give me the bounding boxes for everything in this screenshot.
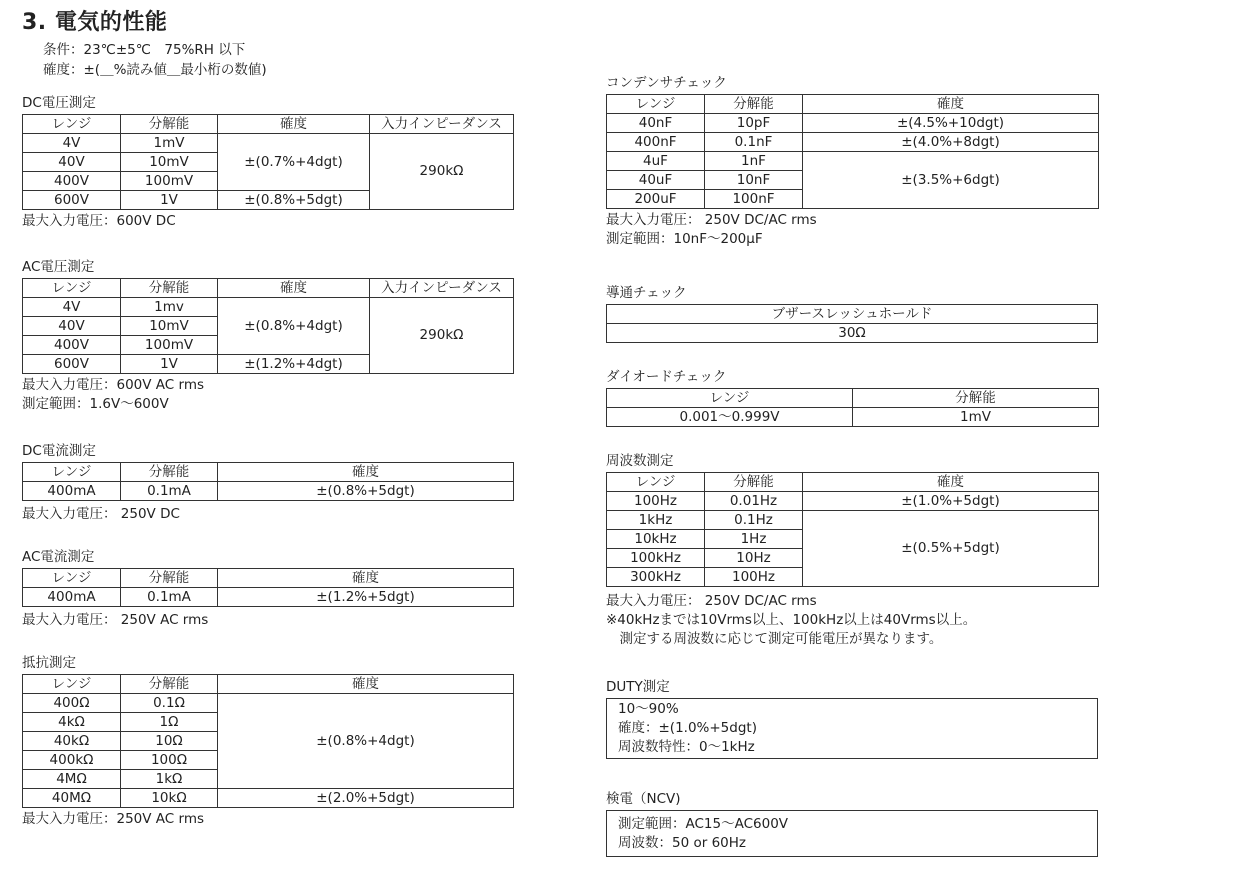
accuracy-cell: ±(0.8%+5dgt) xyxy=(218,191,370,210)
table-header-row xyxy=(23,569,514,588)
accuracy-cell: ±(1.2%+5dgt) xyxy=(218,588,514,607)
resolution-cell: 0.1mA xyxy=(121,588,218,607)
resolution-cell: 10Ω xyxy=(121,732,218,751)
frequency-footnote: ※40kHzまでは10Vrms以上、100kHz以上は40Vrms以上。 xyxy=(606,612,977,628)
resolution-cell: 0.01Hz xyxy=(705,492,803,511)
max-input-note: 最大入力電圧：600V AC rms xyxy=(22,377,205,393)
table-header-row xyxy=(23,463,514,482)
range-cell: 40MΩ xyxy=(23,789,121,808)
dc-voltage-section xyxy=(22,94,514,231)
measure-range-note: 測定範囲：10nF〜200μF xyxy=(606,231,763,247)
column-header: 分解能 xyxy=(121,569,218,588)
table-row xyxy=(23,298,514,317)
resolution-cell: 0.1nF xyxy=(705,133,803,152)
diode-section xyxy=(606,368,1099,427)
resolution-cell: 10mV xyxy=(121,317,218,336)
ac-voltage-section xyxy=(22,258,514,414)
range-cell: 100kHz xyxy=(607,549,705,568)
dc-current-section xyxy=(22,442,514,524)
section-title: ダイオードチェック xyxy=(606,369,727,385)
column-header: レンジ xyxy=(607,389,853,408)
accuracy-cell: ±(1.0%+5dgt) xyxy=(803,492,1099,511)
resolution-cell: 10Hz xyxy=(705,549,803,568)
range-cell: 400mA xyxy=(23,482,121,501)
section-title: AC電流測定 xyxy=(22,549,95,565)
column-header: 分解能 xyxy=(121,463,218,482)
table-header-row xyxy=(23,279,514,298)
column-header: レンジ xyxy=(607,95,705,114)
section-title: 導通チェック xyxy=(606,285,687,301)
table-header-row xyxy=(23,675,514,694)
column-header: レンジ xyxy=(23,675,121,694)
column-header: 確度 xyxy=(218,675,514,694)
range-cell: 1kHz xyxy=(607,511,705,530)
frequency-table xyxy=(606,472,1099,587)
resolution-cell: 0.1Hz xyxy=(705,511,803,530)
column-header: 分解能 xyxy=(705,473,803,492)
accuracy-definition-line: 確度：±(＿%読み値＿最小桁の数値) xyxy=(43,62,267,78)
resolution-cell: 10pF xyxy=(705,114,803,133)
section-title: 周波数測定 xyxy=(606,453,674,469)
ncv-section xyxy=(606,790,1098,857)
table-header-row xyxy=(607,473,1099,492)
resolution-cell: 10mV xyxy=(121,153,218,172)
resolution-cell: 1kΩ xyxy=(121,770,218,789)
accuracy-cell: ±(4.0%+8dgt) xyxy=(803,133,1099,152)
resolution-cell: 1V xyxy=(121,355,218,374)
dc-voltage-table xyxy=(22,114,514,210)
frequency-footnote-continued: 測定する周波数に応じて測定可能電圧が異なります。 xyxy=(606,631,943,647)
range-cell: 400kΩ xyxy=(23,751,121,770)
column-header: 分解能 xyxy=(121,675,218,694)
accuracy-cell: ±(0.5%+5dgt) xyxy=(803,511,1099,587)
ncv-box xyxy=(606,810,1098,857)
table-header-row xyxy=(607,389,1099,408)
max-input-note: 最大入力電圧： 250V AC rms xyxy=(22,612,209,628)
max-input-note: 最大入力電圧：250V AC rms xyxy=(22,811,205,827)
section-title: 検電（NCV) xyxy=(606,791,681,807)
ncv-frequency: 周波数：50 or 60Hz xyxy=(618,835,746,851)
duty-box xyxy=(606,698,1098,759)
accuracy-cell: ±(0.7%+4dgt) xyxy=(218,134,370,191)
table-row xyxy=(23,694,514,713)
resolution-cell: 1mV xyxy=(853,408,1099,427)
section-title: DUTY測定 xyxy=(606,679,670,695)
accuracy-cell: ±(0.8%+5dgt) xyxy=(218,482,514,501)
conditions-block xyxy=(43,40,267,80)
table-row xyxy=(607,114,1099,133)
table-row xyxy=(607,133,1099,152)
accuracy-cell: ±(0.8%+4dgt) xyxy=(218,694,514,789)
impedance-cell: 290kΩ xyxy=(370,134,514,210)
page-title: 3. 電気的性能 xyxy=(22,10,168,35)
column-header: 確度 xyxy=(218,115,370,134)
section-title: コンデンサチェック xyxy=(606,75,727,91)
resolution-cell: 1Ω xyxy=(121,713,218,732)
table-row xyxy=(607,152,1099,171)
column-header: レンジ xyxy=(23,463,121,482)
frequency-section xyxy=(606,452,1099,649)
column-header: レンジ xyxy=(23,115,121,134)
column-header: レンジ xyxy=(607,473,705,492)
column-header: 分解能 xyxy=(121,279,218,298)
range-cell: 40kΩ xyxy=(23,732,121,751)
accuracy-cell: ±(2.0%+5dgt) xyxy=(218,789,514,808)
capacitance-table xyxy=(606,94,1099,209)
range-cell: 600V xyxy=(23,191,121,210)
column-header: 入力インピーダンス xyxy=(370,115,514,134)
ac-voltage-table xyxy=(22,278,514,374)
section-title: DC電圧測定 xyxy=(22,95,96,111)
table-row xyxy=(607,511,1099,530)
column-header: 分解能 xyxy=(705,95,803,114)
diode-table xyxy=(606,388,1099,427)
dc-current-table xyxy=(22,462,514,501)
column-header: 確度 xyxy=(218,279,370,298)
table-row xyxy=(23,588,514,607)
range-cell: 4V xyxy=(23,134,121,153)
resolution-cell: 100mV xyxy=(121,172,218,191)
duty-frequency-characteristic: 周波数特性：0〜1kHz xyxy=(618,739,755,755)
ac-current-section xyxy=(22,548,514,630)
duty-accuracy: 確度：±(1.0%+5dgt) xyxy=(618,720,757,736)
continuity-table xyxy=(606,304,1098,343)
max-input-note: 最大入力電圧： 250V DC/AC rms xyxy=(606,212,817,228)
accuracy-cell: ±(3.5%+6dgt) xyxy=(803,152,1099,209)
range-cell: 4V xyxy=(23,298,121,317)
range-cell: 40V xyxy=(23,153,121,172)
column-header: ブザースレッシュホールド xyxy=(607,305,1098,324)
column-header: レンジ xyxy=(23,569,121,588)
range-cell: 400Ω xyxy=(23,694,121,713)
range-cell: 400nF xyxy=(607,133,705,152)
table-row xyxy=(23,482,514,501)
range-cell: 400V xyxy=(23,172,121,191)
resolution-cell: 0.1Ω xyxy=(121,694,218,713)
range-cell: 0.001〜0.999V xyxy=(607,408,853,427)
table-row xyxy=(607,324,1098,343)
resolution-cell: 1V xyxy=(121,191,218,210)
section-title: 抵抗測定 xyxy=(22,655,76,671)
range-cell: 4kΩ xyxy=(23,713,121,732)
resolution-cell: 100nF xyxy=(705,190,803,209)
column-header: 確度 xyxy=(803,473,1099,492)
accuracy-cell: ±(0.8%+4dgt) xyxy=(218,298,370,355)
column-header: 確度 xyxy=(803,95,1099,114)
range-cell: 10kHz xyxy=(607,530,705,549)
table-row xyxy=(607,408,1099,427)
continuity-section xyxy=(606,284,1098,343)
resolution-cell: 1mV xyxy=(121,134,218,153)
duty-range: 10〜90% xyxy=(618,701,679,717)
resolution-cell: 1Hz xyxy=(705,530,803,549)
range-cell: 40V xyxy=(23,317,121,336)
range-cell: 100Hz xyxy=(607,492,705,511)
threshold-cell: 30Ω xyxy=(607,324,1098,343)
resolution-cell: 100mV xyxy=(121,336,218,355)
condition-line: 条件：23℃±5℃ 75%RH 以下 xyxy=(43,42,246,58)
column-header: 確度 xyxy=(218,569,514,588)
accuracy-cell: ±(1.2%+4dgt) xyxy=(218,355,370,374)
impedance-cell: 290kΩ xyxy=(370,298,514,374)
measure-range-note: 測定範囲：1.6V〜600V xyxy=(22,396,169,412)
table-header-row xyxy=(607,95,1099,114)
resolution-cell: 100Ω xyxy=(121,751,218,770)
resolution-cell: 1mv xyxy=(121,298,218,317)
section-title: DC電流測定 xyxy=(22,443,96,459)
range-cell: 200uF xyxy=(607,190,705,209)
max-input-note: 最大入力電圧：600V DC xyxy=(22,213,176,229)
resolution-cell: 100Hz xyxy=(705,568,803,587)
max-input-note: 最大入力電圧： 250V DC/AC rms xyxy=(606,593,817,609)
column-header: 分解能 xyxy=(853,389,1099,408)
table-row xyxy=(607,492,1099,511)
accuracy-cell: ±(4.5%+10dgt) xyxy=(803,114,1099,133)
resistance-section xyxy=(22,654,514,829)
column-header: 分解能 xyxy=(121,115,218,134)
column-header: 入力インピーダンス xyxy=(370,279,514,298)
range-cell: 40nF xyxy=(607,114,705,133)
table-header-row xyxy=(23,115,514,134)
ncv-range: 測定範囲：AC15〜AC600V xyxy=(618,816,789,832)
duty-section xyxy=(606,678,1098,759)
resolution-cell: 10nF xyxy=(705,171,803,190)
ac-current-table xyxy=(22,568,514,607)
column-header: レンジ xyxy=(23,279,121,298)
table-row xyxy=(23,789,514,808)
range-cell: 300kHz xyxy=(607,568,705,587)
range-cell: 4uF xyxy=(607,152,705,171)
range-cell: 40uF xyxy=(607,171,705,190)
resolution-cell: 0.1mA xyxy=(121,482,218,501)
table-header-row xyxy=(607,305,1098,324)
range-cell: 600V xyxy=(23,355,121,374)
capacitance-section xyxy=(606,74,1099,249)
section-title: AC電圧測定 xyxy=(22,259,95,275)
range-cell: 400mA xyxy=(23,588,121,607)
resolution-cell: 10kΩ xyxy=(121,789,218,808)
range-cell: 4MΩ xyxy=(23,770,121,789)
resistance-table xyxy=(22,674,514,808)
table-row xyxy=(23,134,514,153)
max-input-note: 最大入力電圧： 250V DC xyxy=(22,506,180,522)
column-header: 確度 xyxy=(218,463,514,482)
resolution-cell: 1nF xyxy=(705,152,803,171)
range-cell: 400V xyxy=(23,336,121,355)
